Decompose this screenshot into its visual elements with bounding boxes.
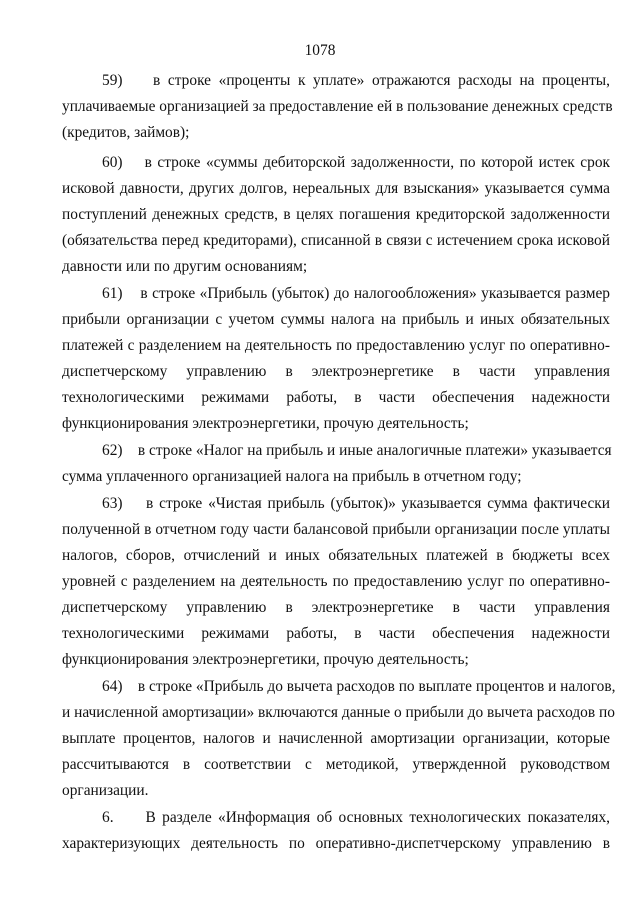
text-line: уровней с разделением на деятельность по предоставлению услуг по оперативно- [62,573,610,590]
text-line: исковой давности, других долгов, нереальных для взыскания» указывается сумма [62,180,610,197]
text-line: поступлений денежных средств, в целях погашения кредиторской задолженности [62,206,610,223]
text-line: и начисленной амортизации» включаются данные о прибыли до вычета расходов по [62,704,615,721]
text-line: прибыли организации с учетом суммы налога на прибыль и иных обязательных [62,311,610,328]
text-line: функционирования электроэнергетики, прочую деятельность; [62,415,469,432]
text-line: характеризующих деятельность по оперативно-диспетчерскому управлению в [62,835,610,852]
text-line: (кредитов, займов); [62,124,190,141]
page-number: 1078 [304,42,336,59]
text-line: технологическими режимами работы, в части обеспечения надежности [62,625,610,642]
text-line: платежей с разделением на деятельность по предоставлению услуг по оперативно- [62,337,610,354]
text-line: (обязательства перед кредиторами), списанной в связи с истечением срока исковой [62,232,610,249]
text-line: организации. [62,782,149,799]
text-line: 64) в строке «Прибыль до вычета расходов по выплате процентов и налогов, [102,678,616,695]
text-line: сумма уплаченного организацией налога на прибыль в отчетном году; [62,468,522,485]
text-line: налогов, сборов, отчислений и иных обязательных платежей в бюджеты всех [62,547,610,564]
text-line: 63) в строке «Чистая прибыль (убыток)» указывается сумма фактически [102,495,610,512]
text-line: 59) в строке «проценты к уплате» отражаются расходы на проценты, [102,72,610,89]
text-line: 6. В разделе «Информация об основных технологических показателях, [102,809,610,826]
text-line: полученной в отчетном году части балансовой прибыли организации после уплаты [62,521,610,538]
text-line: диспетчерскому управлению в электроэнергетике в части управления [62,599,610,616]
text-line: технологическими режимами работы, в части обеспечения надежности [62,389,610,406]
text-line: функционирования электроэнергетики, прочую деятельность; [62,651,469,668]
text-line: диспетчерскому управлению в электроэнергетике в части управления [62,363,610,380]
text-line: 62) в строке «Налог на прибыль и иные аналогичные платежи» указывается [102,442,612,459]
text-line: давности или по другим основаниям; [62,258,308,275]
text-line: уплачиваемые организацией за предоставление ей в пользование денежных средств [62,98,613,115]
text-line: выплате процентов, налогов и начисленной амортизации организации, которые [62,730,610,747]
text-line: рассчитываются в соответствии с методикой, утвержденной руководством [62,756,610,773]
text-line: 60) в строке «суммы дебиторской задолженности, по которой истек срок [102,154,610,171]
text-line: 61) в строке «Прибыль (убыток) до налогообложения» указывается размер [102,285,610,302]
